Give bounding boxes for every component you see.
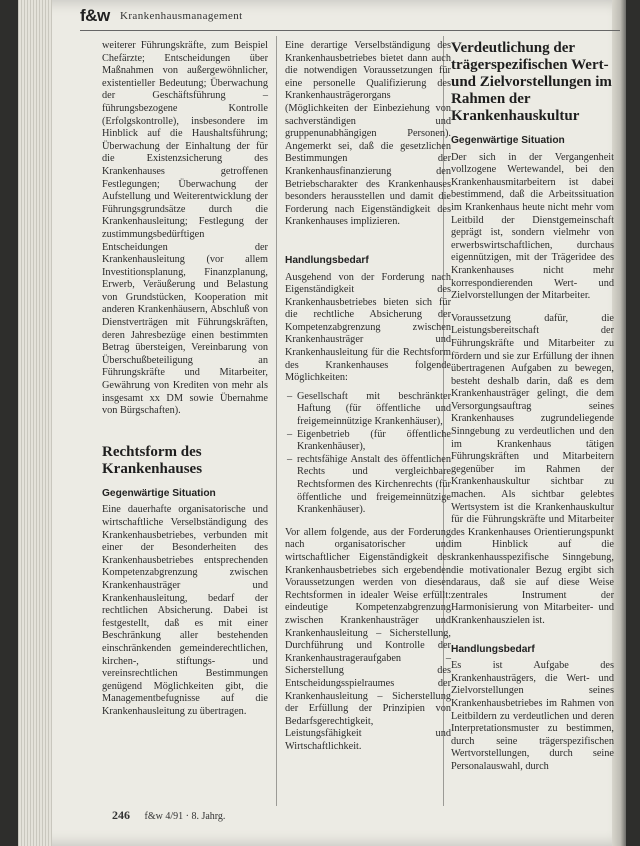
column-3: [451, 40, 614, 774]
col2-subheading: Handlungsbedarf: [285, 254, 369, 266]
list-item: – rechtsfähige Anstalt des öffentlichen Rechts und vergleichbare Rechtsformen des Kirchenrechts (für öffentliche und freigemeinnützige Krankenhäuser).: [297, 454, 451, 517]
issue-line: f&w 4/91 · 8. Jahrg.: [144, 811, 226, 822]
col2-paragraph-1: Eine derartige Verselbständigung des Krankenhausbetriebes bietet dann auch die notwendigen Voraussetzungen für eine personelle Qualifizierung des Krankenhausträgerorgans (Möglichkeiten der Einbeziehung von sachverständigen und gruppenunabhängigen Personen). Angemerkt sei, daß die gesetzlichen Bestimmungen der Krankenhausfinanzierung den Betriebscharakter des Krankenhauses besonders herausstellen und damit die Forderung nach Eigenständigkeit des Krankenhauses implizieren.: [285, 40, 451, 228]
list-item: – Eigenbetrieb (für öffentliche Krankenhäuser),: [297, 429, 451, 454]
page-header: [80, 6, 620, 28]
col3-paragraph-2: Voraussetzung dafür, die Leistungsbereitschaft der Führungskräfte und Mitarbeiter zu fördern und sie zur Erfüllung der ihnen übertragenen Aufgaben zu bewegen, besteht deshalb darin, daß es dem Krankenhausträger gelingt, die dem Versorgungsauftrag seines Krankenhauses zugrundeliegende Sinngebung zu verdeutlichen und den im Krankenhaus tätigen Führungskräften und Mitarbeitern gegenüber im Rahmen der Krankenhauskultur sichtbar zu machen. Als sichtbar gelebtes Wertsystem ist die Krankenhauskultur für die Führungskräfte und Mitarbeiter des Krankenhauses Orientierungspunkt im Hinblick auf die krankenhausspezifische Sinngebung, die motivationaler Bezug ergibt sich daraus, daß sie auf diese Weise zentrales Instrument der Harmonisierung von Mitarbeiter- und Krankenhauszielen ist.: [451, 312, 614, 626]
section-title-rechtsform: Rechtsform des Krankenhauses: [102, 443, 203, 477]
rechtsform-list: [285, 391, 451, 517]
col2-paragraph-2: Ausgehend von der Forderung nach Eigenständigkeit des Krankenhausbetriebes bieten sich für die rechtliche Absicherung der Kompetenzabgrenzung zwischen Krankenhausträger und Krankenhausleitung für die Rechtsform des Krankenhauses folgende Möglichkeiten:: [285, 271, 451, 384]
col3-paragraph-3: Es ist Aufgabe des Krankenhausträgers, die Wert- und Zielvorstellungen seines Krankenhausbetriebes im Rahmen von Leitbildern zu verdeutlichen und deren Interpretationsmuster zu bestimmen, durch seine trägerspezifischen Wertvorstellungen, durch seine Personalauswahl, durch: [451, 660, 614, 772]
column-divider-1: [276, 36, 277, 806]
col2-paragraph-3: Vor allem folgende, aus der Forderung nach organisatorischer und wirtschaftlicher Eigenständigkeit des Krankenhausbetriebes sich ergebenden Voraussetzungen werden von diesen Rechtsformen in idealer Weise erfüllt: eindeutige Kompetenzabgrenzung zwischen Krankenhausträger und Krankenhausleitung – Sicherstellung, Durchführung und Kontrolle der Krankenhaustrageraufgaben – Sicherstellung des Entscheidungsspielraumes der Krankenhausleitung – Sicherstellung der Erfüllung der Prinzipien von Bedarfsgerechtigkeit, Leistungsfähigkeit und Wirtschaftlichkeit.: [285, 526, 451, 752]
col3-subheading-1: Gegenwärtige Situation: [451, 135, 565, 146]
page-right-edge: [612, 0, 626, 846]
page-number: 246: [112, 808, 130, 822]
column-1: [102, 40, 268, 719]
header-rule: [80, 30, 620, 31]
col1-paragraph-2: Eine dauerhafte organisatorische und wirtschaftliche Verselbständigung des Krankenhausbetriebes, verbunden mit einer der Besonderheiten des Krankenhausbetriebes entsprechenden Kompetenzabgrenzung zwischen Krankenhausträger und Krankenhausleitung, bedarf der rechtlichen Absicherung. Dabei ist festgestellt, daß es mit einer Beschränkung aller bestehenden einschränkenden gemeinderechtlichen, kirchen-, stiftungs- und vereinsrechtlichen Bestimmungen genügend Möglichkeiten gibt, die Managementbefugnisse auf die Krankenhausleitung zu übertragen.: [102, 504, 268, 717]
list-item: – Gesellschaft mit beschränkter Haftung (für öffentliche und freigemeinnützige Krankenhäuser),: [297, 391, 451, 429]
col1-subheading: Gegenwärtige Situation: [102, 487, 216, 499]
col3-paragraph-1: Der sich in der Vergangenheit vollzogene Wertewandel, bei den Krankenhausmitarbeitern ist dabei bestimmend, daß die Arbeitssituation im Krankenhaus heute nicht mehr vom Leitbild der Dienstgemeinschaft geprägt ist, sondern vielmehr von erwerbswirtschaftlichen, durchaus eigennützigen, mit der Trägeridee des Krankenhauses nicht mehr korrespondierenden Wert- und Zielvorstellungen der Mitarbeiter.: [451, 151, 614, 302]
col3-subheading-2: Handlungsbedarf: [451, 643, 535, 655]
col1-paragraph-1: weiterer Führungskräfte, zum Beispiel Chefärzte; Entscheidungen über Maßnahmen von außergewöhnlicher, existentieller Bedeutung; Überwachung der Geschäftsführung – führungsbezogene Kontrolle (Erfolgskontrolle), insbesondere im Hinblick auf die Haushaltsführung; Überwachung der Einhaltung der für die Existenzsicherung des Krankenhauses getroffenen Festlegungen; Überwachung der Aufstellung und Weiterentwicklung der Führungsgrundsätze durch die Krankenhausleitung; Festlegung der zustimmungsbedürftigen Entscheidungen der Krankenhausleitung (vor allem Investitionsplanung, Finanzplanung, Erwerb, Veräußerung und Belastung von Grundstücken, Kooperation mit anderen Krankenhäusern, Abschluß von Dienstverträgen mit Führungskräften, deren Jahresbezüge einen bestimmten Betrag übersteigen, Vereinbarung von Überschußbeteiligung an Führungskräfte und Mitarbeiter, Gewährung von Krediten von mehr als insgesamt xx DM sowie Übernahme von Bürgschaften).: [102, 40, 268, 417]
running-head: Krankenhausmanagement: [120, 10, 243, 22]
column-2: [285, 40, 451, 753]
section-title-verdeutlichung: Verdeutlichung der trägerspezifischen Wert- und Zielvorstellungen im Rahmen der Krankenhauskultur: [451, 40, 612, 124]
page-footer: [112, 808, 225, 823]
journal-logo: f&w: [80, 6, 110, 25]
page-stack-edge: [18, 0, 52, 846]
magazine-page: [18, 0, 626, 846]
